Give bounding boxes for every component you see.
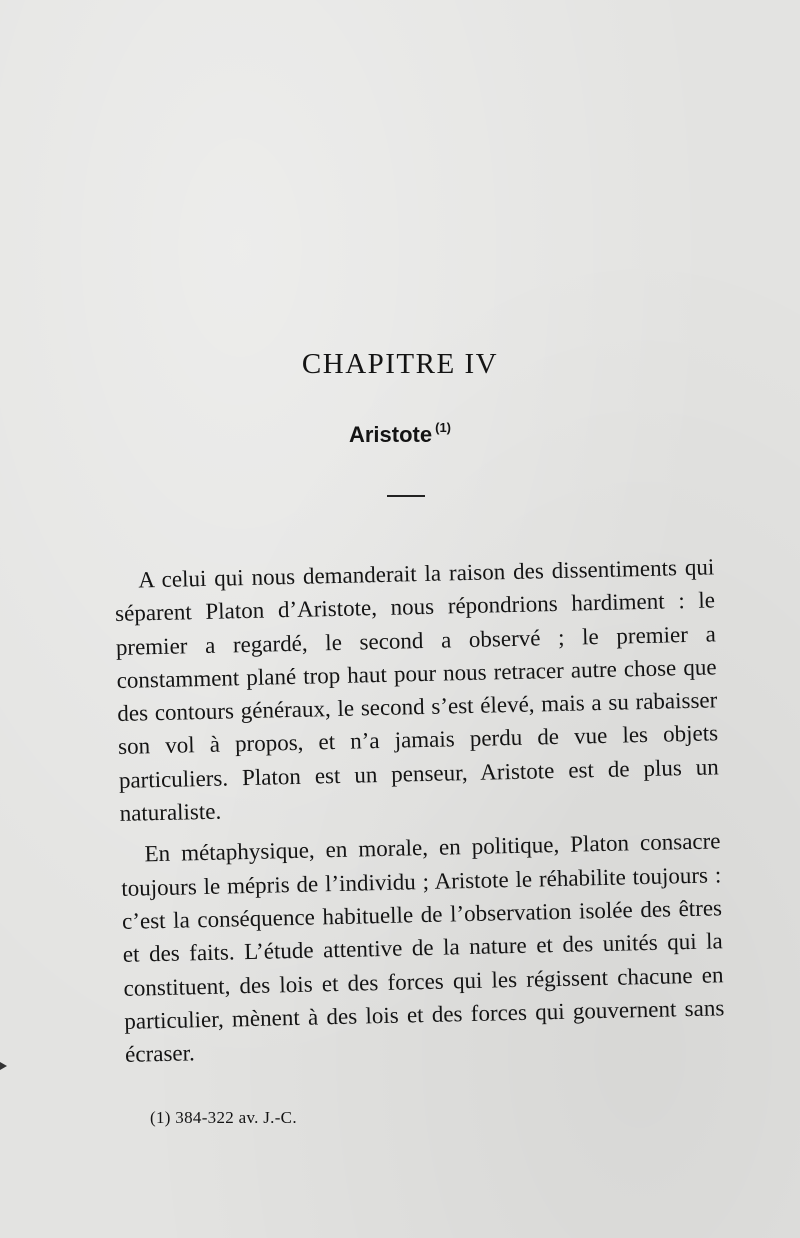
footnote-reference: (1): [435, 420, 451, 435]
paragraph-1: A celui qui nous demanderait la raison des dissentiments qui séparent Platon d’Aristote, nous répondrions hardiment : le premier a regardé, le second a observé ; le premier a constamment plané trop haut pour nous retracer autre chose que des contours généraux, le second s’est élevé, mais a su rabaisser son vol à propos, et n’a jamais perdu de vue les objets particuliers. Platon est un penseur, Aristote est de plus un naturaliste.: [114, 554, 720, 827]
section-separator: [387, 495, 425, 497]
body-text: [114, 550, 726, 1079]
chapter-subtitle-text: Aristote: [348, 422, 433, 447]
footnote: [150, 1108, 297, 1128]
footnote-marker: (1): [150, 1108, 171, 1127]
chapter-subtitle: [0, 420, 800, 448]
scan-edge-mark: [0, 1062, 7, 1070]
paragraph-2: En métaphysique, en morale, en politique, Platon consacre toujours le mépris de l’individu ; Aristote le réhabilite toujours : c’est la conséquence habituelle de l’observation isolée des êtres et des faits. L’étude attentive de la nature et des unités qui la constituent, des lois et des forces qui les régissent chacune en particulier, mènent à des lois et des forces qui gouvernent sans écraser.: [121, 828, 725, 1068]
footnote-text: 384-322 av. J.-C.: [175, 1108, 297, 1127]
chapter-heading: CHAPITRE IV: [301, 348, 499, 380]
